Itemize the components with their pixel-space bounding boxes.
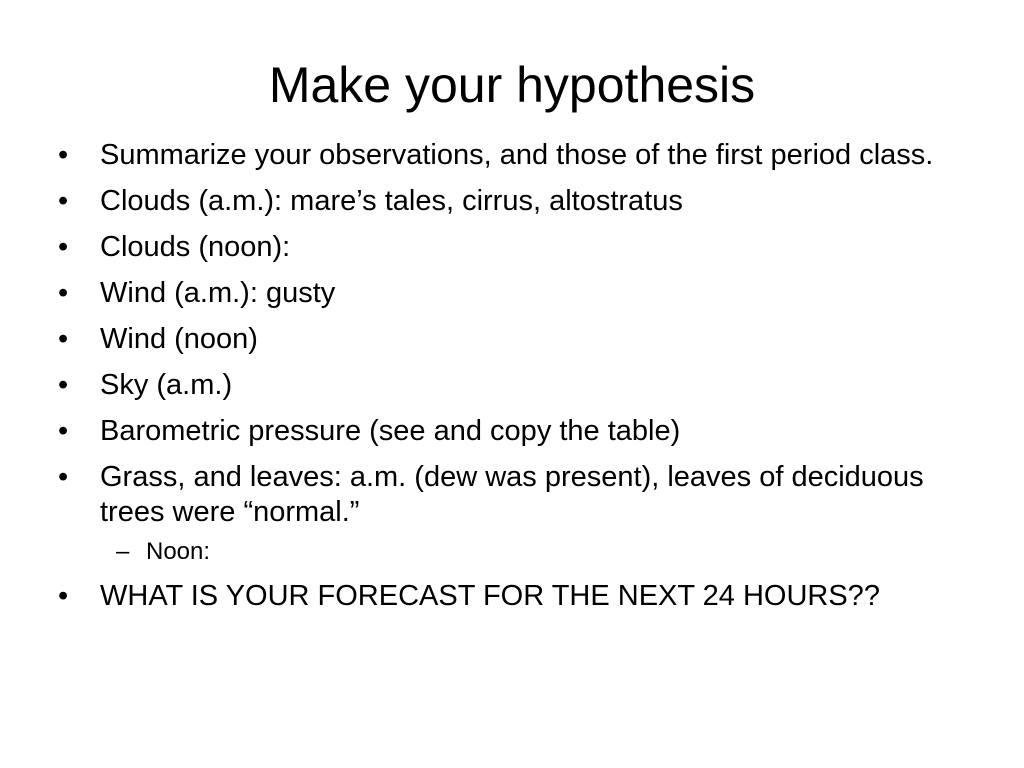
- bullet-icon: •: [58, 277, 69, 309]
- bullet-text: WHAT IS YOUR FORECAST FOR THE NEXT 24 HOURS??: [100, 580, 880, 612]
- slide-title: Make your hypothesis: [268, 57, 756, 113]
- bullet-text: Clouds (noon):: [100, 231, 291, 263]
- bullet-text: Clouds (a.m.): mare’s tales, cirrus, altostratus: [100, 185, 683, 217]
- bullet-icon: •: [58, 580, 69, 612]
- dash-icon: –: [116, 538, 130, 565]
- bullet-text: Summarize your observations, and those of the first period class.: [100, 139, 934, 171]
- bullet-icon: •: [58, 185, 69, 217]
- bullet-item-barometric-pressure: [58, 414, 958, 449]
- bullet-icon: •: [58, 323, 69, 355]
- bullet-item-clouds-noon: [58, 230, 958, 265]
- bullet-text: Grass, and leaves: a.m. (dew was present), leaves of deciduous trees were “normal.”: [100, 461, 924, 528]
- bullet-item-clouds-am: [58, 184, 958, 219]
- bullet-item-wind-noon: [58, 322, 958, 357]
- sub-bullet-item-noon: [58, 537, 958, 567]
- bullet-text: Wind (noon): [100, 323, 258, 355]
- bullet-item-forecast: [58, 579, 958, 614]
- sub-bullet-text: Noon:: [146, 538, 211, 565]
- bullet-icon: •: [58, 415, 69, 447]
- bullet-icon: •: [58, 461, 69, 493]
- bullet-item-summarize: [58, 138, 958, 173]
- bullet-text: Barometric pressure (see and copy the table): [100, 415, 681, 447]
- bullet-icon: •: [58, 231, 69, 263]
- bullet-icon: •: [58, 369, 69, 401]
- bullet-text: Wind (a.m.): gusty: [100, 277, 336, 309]
- bullet-icon: •: [58, 139, 69, 171]
- bullet-item-grass-leaves: [58, 460, 958, 530]
- bullet-text: Sky (a.m.): [100, 369, 233, 401]
- bullet-list: [58, 138, 958, 625]
- bullet-item-wind-am: [58, 276, 958, 311]
- bullet-item-sky-am: [58, 368, 958, 403]
